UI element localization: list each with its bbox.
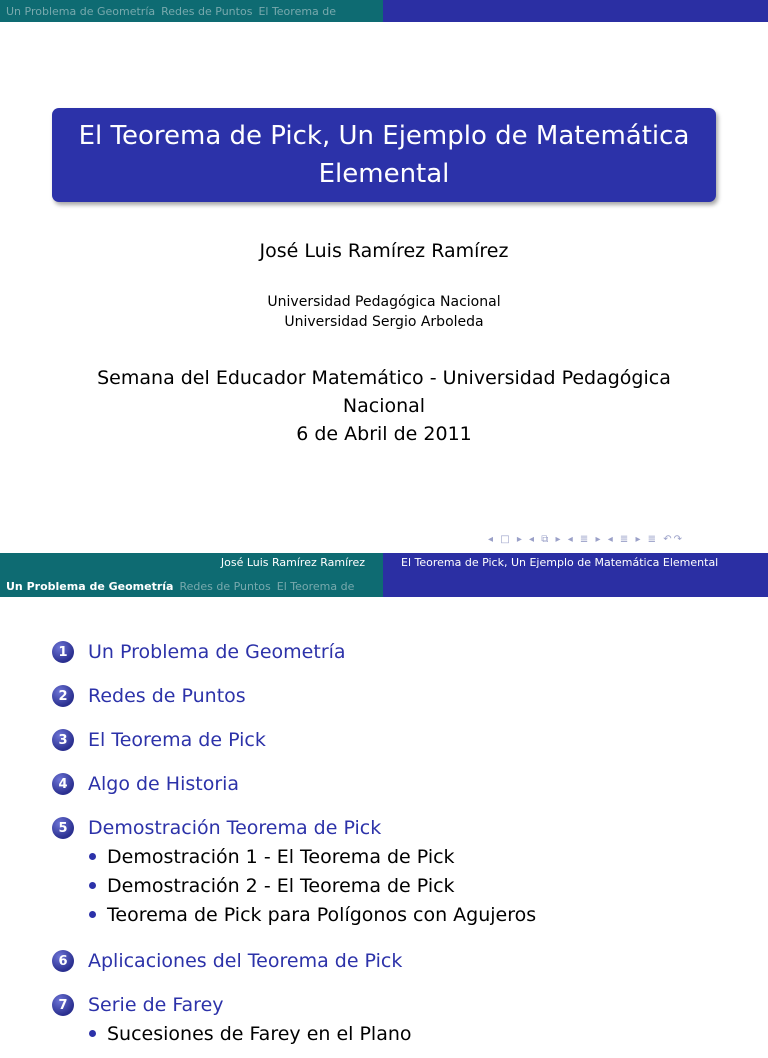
toc-subsection-label[interactable]: Sucesiones de Farey en el Plano [107,1022,412,1045]
toc-subsection[interactable] [89,842,752,871]
nav-link-section-2[interactable]: Redes de Puntos [179,579,271,593]
nav-link-section-1[interactable]: Un Problema de Geometría [6,579,174,593]
toc-section[interactable] [52,718,752,762]
beamer-navigation-icons[interactable]: ◂ □ ▸ ◂ ⧉ ▸ ◂ ≣ ▸ ◂ ≣ ▸ ≣ ↶↷ [488,534,684,545]
institution-1: Universidad Pedagógica Nacional [267,294,501,310]
toc-section-label[interactable]: El Teorema de Pick [88,729,266,751]
section-number-badge: 3 [52,729,74,751]
nav-link-section-2[interactable]: Redes de Puntos [161,4,253,18]
institution-2: Universidad Sergio Arboleda [284,314,484,330]
section-nav [6,0,382,22]
toc-section[interactable] [52,939,752,983]
nav-link-section-1[interactable]: Un Problema de Geometría [6,4,156,18]
toc-subsection-label[interactable]: Teorema de Pick para Polígonos con Agujeros [107,903,537,926]
slide-title: El Teorema de Pick, Un Ejemplo de Matemática Elemental [78,121,690,189]
section-number-badge: 5 [52,817,74,839]
toc-section-label[interactable]: Serie de Farey [88,994,224,1016]
nav-link-section-3[interactable]: El Teorema de [276,579,355,593]
event-block [0,364,768,448]
header-author: José Luis Ramírez Ramírez [220,556,365,569]
section-number-badge: 6 [52,950,74,972]
slide2-header [0,553,768,597]
toc-section-label[interactable]: Algo de Historia [88,773,240,795]
section-number-badge: 2 [52,685,74,707]
title-box [52,108,716,202]
bullet-icon [89,882,96,889]
nav-link-section-3[interactable]: El Teorema de [258,4,337,18]
toc-subsection-list [89,842,752,929]
event-name: Semana del Educador Matemático - Universidad Pedagógica Nacional [97,367,671,417]
toc-section[interactable] [52,630,752,674]
section-number-badge: 7 [52,994,74,1016]
toc-subsection[interactable] [89,871,752,900]
toc-subsection-list [89,1019,752,1048]
toc-subsection[interactable] [89,900,752,929]
bullet-icon [89,1030,96,1037]
toc-section-label[interactable]: Demostración Teorema de Pick [88,817,382,839]
section-nav [6,575,382,597]
toc-section[interactable] [52,674,752,718]
toc-section-label[interactable]: Un Problema de Geometría [88,641,346,663]
event-date: 6 de Abril de 2011 [296,423,472,445]
section-number-badge: 1 [52,641,74,663]
author-name: José Luis Ramírez Ramírez [259,240,509,262]
section-number-badge: 4 [52,773,74,795]
toc-subsection-label[interactable]: Demostración 2 - El Teorema de Pick [107,874,455,897]
slide1-header [0,0,768,22]
bullet-icon [89,911,96,918]
header-title: El Teorema de Pick, Un Ejemplo de Matemática Elemental [401,556,719,569]
toc-subsection[interactable] [89,1019,752,1048]
toc-section-label[interactable]: Aplicaciones del Teorema de Pick [88,950,403,972]
toc-subsection-label[interactable]: Demostración 1 - El Teorema de Pick [107,845,455,868]
toc-section-label[interactable]: Redes de Puntos [88,685,246,707]
bullet-icon [89,853,96,860]
table-of-contents [52,630,752,1058]
toc-section[interactable] [52,762,752,806]
